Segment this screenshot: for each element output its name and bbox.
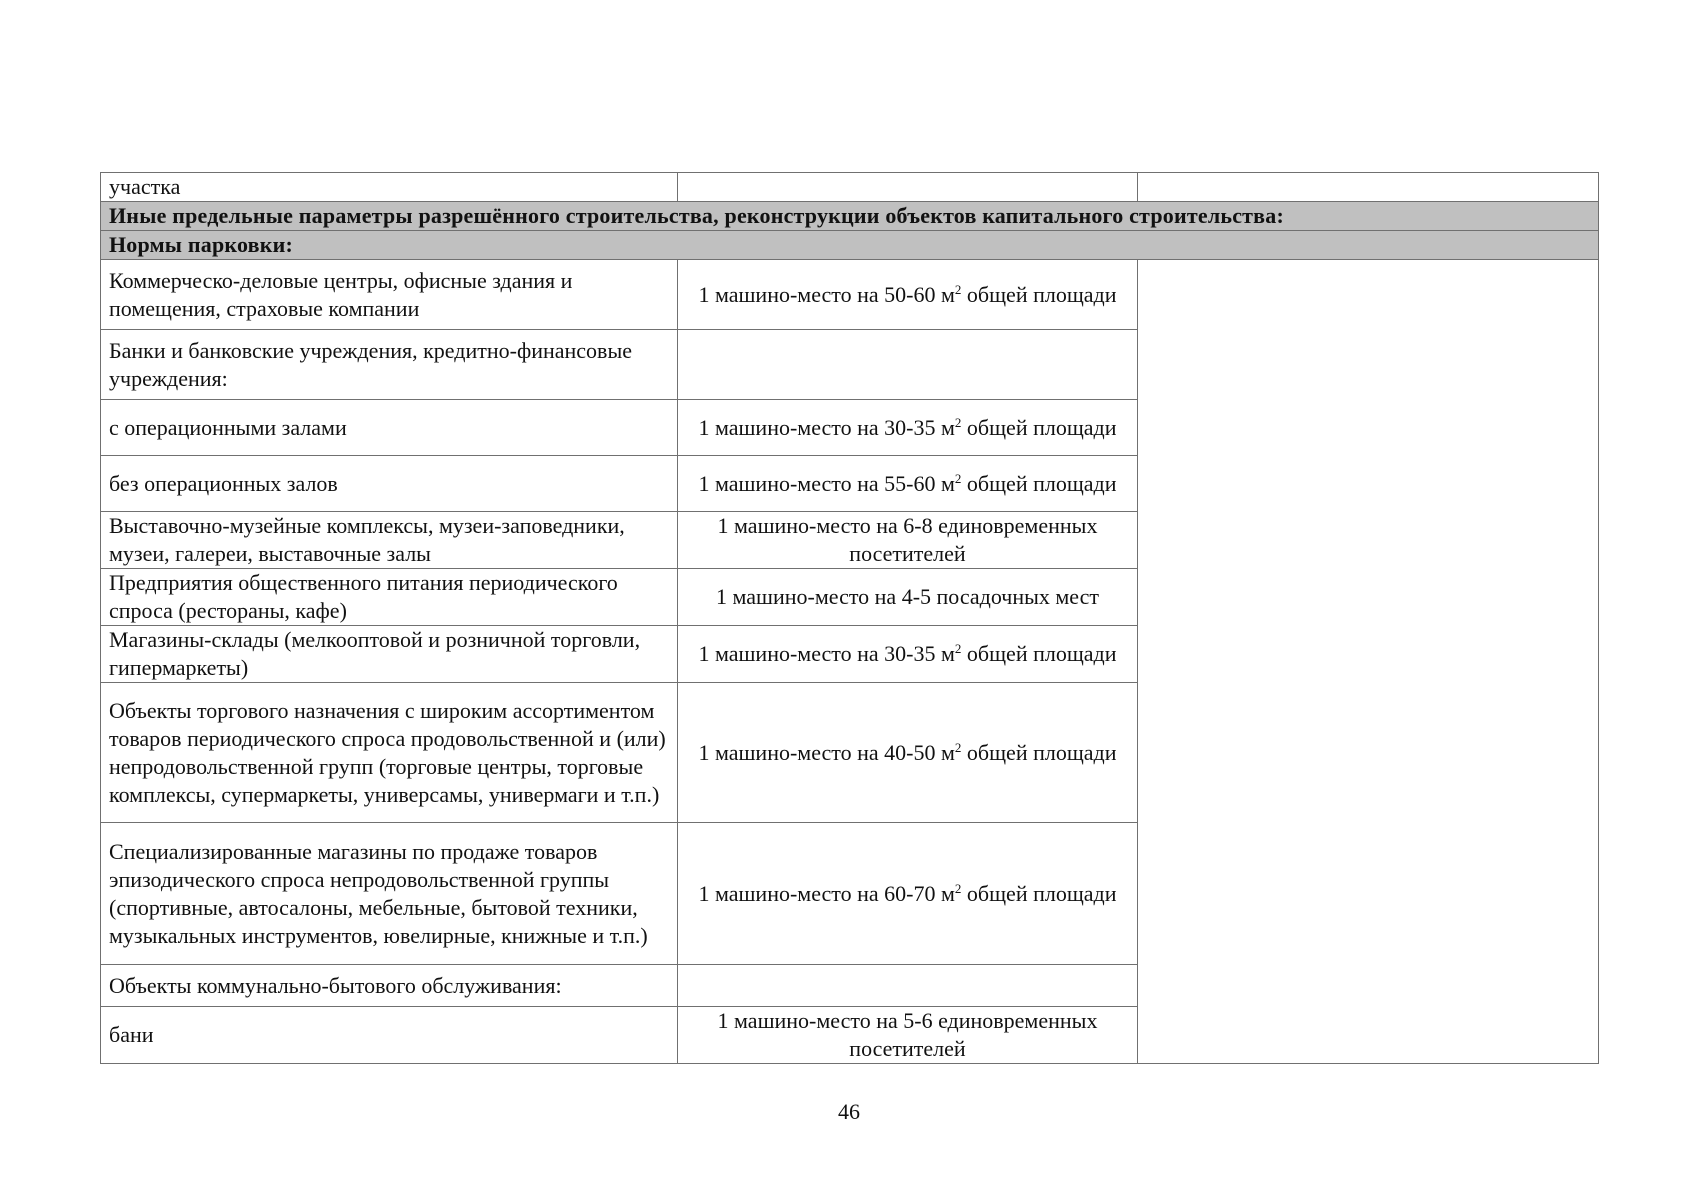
object-cell: Банки и банковские учреждения, кредитно-финансовые учреждения:: [101, 330, 678, 400]
object-cell: Объекты торгового назначения с широким ассортиментом товаров периодического спроса продовольственной и (или) непродовольственной групп (торговые центры, торговые комплексы, супермаркеты, универсамы, универмаги и т.п.): [101, 683, 678, 823]
norm-cell: 1 машино-место на 40-50 $м^2$ общей площади: [678, 683, 1138, 823]
norm-cell: 1 машино-место на 60-70 $м^2$ общей площади: [678, 823, 1138, 965]
norm-cell: 1 машино-место на 5-6 единовременных посетителей: [678, 1007, 1138, 1064]
note-cell: [1138, 260, 1599, 1064]
superscript: 2: [954, 739, 962, 755]
norm-cell: [678, 965, 1138, 1007]
object-cell: Выставочно-музейные комплексы, музеи-заповедники, музеи, галереи, выставочные залы: [101, 512, 678, 569]
section-header-row: [101, 202, 1599, 231]
object-cell: без операционных залов: [101, 456, 678, 512]
section-header-row: [101, 231, 1599, 260]
norm-cell: [678, 173, 1138, 202]
section-title-other-params: Иные предельные параметры разрешённого строительства, реконструкции объектов капитального строительства:: [101, 202, 1599, 231]
norm-cell: 1 машино-место на 4-5 посадочных мест: [678, 569, 1138, 626]
section-title-parking: Нормы парковки:: [101, 231, 1599, 260]
superscript: 2: [954, 880, 962, 896]
superscript: 2: [954, 470, 962, 486]
object-cell: Магазины-склады (мелкооптовой и розничной торговли, гипермаркеты): [101, 626, 678, 683]
object-cell: Предприятия общественного питания периодического спроса (рестораны, кафе): [101, 569, 678, 626]
page-number: 46: [838, 1099, 860, 1124]
norm-cell: 1 машино-место на 30-35 $м^2$ общей площади: [678, 626, 1138, 683]
norm-cell: 1 машино-место на 50-60 $м^2$ общей площади: [678, 260, 1138, 330]
norm-cell: 1 машино-место на 6-8 единовременных посетителей: [678, 512, 1138, 569]
object-cell: с операционными залами: [101, 400, 678, 456]
norm-cell: 1 машино-место на 30-35 $м^2$ общей площади: [678, 400, 1138, 456]
object-cell: Объекты коммунально-бытового обслуживания:: [101, 965, 678, 1007]
note-cell: [1138, 173, 1599, 202]
table-row: [101, 260, 1599, 330]
superscript: 2: [954, 641, 962, 656]
parking-norms-table: [100, 172, 1599, 1064]
norm-cell: 1 машино-место на 55-60 $м^2$ общей площади: [678, 456, 1138, 512]
object-cell: Специализированные магазины по продаже товаров эпизодического спроса непродовольственной группы (спортивные, автосалоны, мебельные, бытовой техники, музыкальных инструментов, ювелирные, книжные и т.п.): [101, 823, 678, 965]
object-cell: участка: [101, 173, 678, 202]
table-row: [101, 173, 1599, 202]
superscript: 2: [954, 281, 962, 297]
object-cell: Коммерческо-деловые центры, офисные здания и помещения, страховые компании: [101, 260, 678, 330]
superscript: 2: [954, 414, 962, 430]
norm-cell: [678, 330, 1138, 400]
object-cell: бани: [101, 1007, 678, 1064]
